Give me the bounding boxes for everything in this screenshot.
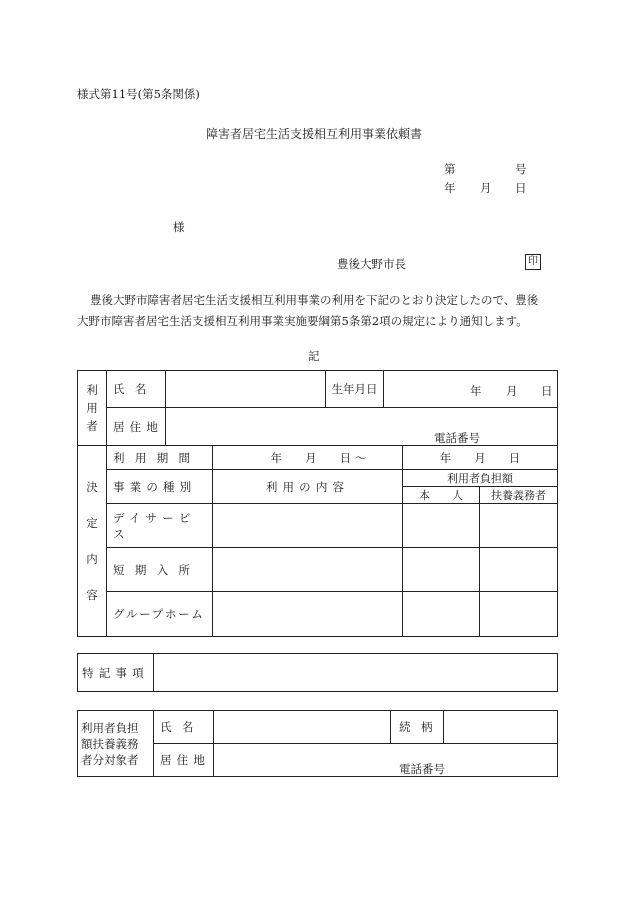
address-field[interactable]	[166, 408, 558, 446]
name-label: 氏名	[107, 371, 166, 408]
supporter-table	[77, 710, 558, 777]
supporter-name-field[interactable]	[214, 711, 391, 744]
short-stay-self[interactable]	[403, 548, 480, 592]
special-field[interactable]	[154, 654, 558, 692]
self-label: 本 人	[403, 487, 480, 504]
doc-no-prefix: 第	[444, 162, 456, 176]
special-label: 特記事項	[78, 654, 154, 692]
day-service-self[interactable]	[403, 504, 480, 548]
supporter-section-label: 利用者負担 額扶養義務 者分対象者	[78, 711, 154, 777]
supporter-label: 扶養義務者	[480, 487, 558, 504]
row-label-short-stay: 短期入所	[107, 548, 213, 592]
name-field[interactable]	[166, 371, 326, 408]
supporter-address-label: 居住地	[154, 744, 214, 777]
period-from[interactable]: 年 月 日 ～	[213, 446, 403, 470]
group-home-content[interactable]	[213, 592, 403, 637]
birth-year-unit: 年	[470, 384, 482, 398]
supporter-address-field[interactable]	[214, 744, 558, 777]
group-home-self[interactable]	[403, 592, 480, 637]
birth-day-unit: 日	[541, 384, 553, 398]
issuer: 豊後大野市長	[337, 257, 406, 271]
date-year: 年	[444, 181, 456, 195]
day-service-supporter[interactable]	[480, 504, 558, 548]
special-table	[77, 653, 558, 692]
type-label: 事業の種別	[107, 470, 213, 504]
day-service-content[interactable]	[213, 504, 403, 548]
short-stay-content[interactable]	[213, 548, 403, 592]
date-month: 月	[480, 181, 492, 195]
user-section-label: 利 用 者	[78, 371, 107, 446]
burden-label: 利用者負担額	[403, 470, 558, 487]
seal-icon: 印	[525, 254, 541, 270]
address-label: 居住地	[107, 408, 166, 446]
group-home-supporter[interactable]	[480, 592, 558, 637]
short-stay-supporter[interactable]	[480, 548, 558, 592]
addressee-suffix: 様	[173, 220, 185, 234]
supporter-name-label: 氏名	[154, 711, 214, 744]
page-title: 障害者居宅生活支援相互利用事業依頼書	[206, 127, 423, 141]
ki-label: 記	[308, 349, 320, 363]
decision-table	[77, 445, 558, 637]
doc-no-suffix: 号	[515, 162, 527, 176]
content-label: 利用の内容	[213, 470, 403, 504]
body-line-1: 豊後大野市障害者居宅生活支援相互利用事業の利用を下記のとおり決定したので、豊後	[90, 293, 539, 307]
birth-field[interactable]	[384, 371, 558, 408]
user-table	[77, 370, 558, 446]
relation-label: 続柄	[391, 711, 444, 744]
row-label-group-home: グループホーム	[107, 592, 213, 637]
body-line-2: 大野市障害者居宅生活支援相互利用事業実施要綱第5条第2項の規定により通知します。	[77, 314, 528, 328]
period-label: 利用期間	[107, 446, 213, 470]
relation-field[interactable]	[444, 711, 558, 744]
supporter-phone-label: 電話番号	[399, 762, 445, 776]
birth-month-unit: 月	[506, 384, 518, 398]
row-label-day-service: デイサービス	[107, 504, 213, 548]
birth-label: 生年月日	[326, 371, 384, 408]
phone-label: 電話番号	[434, 431, 480, 445]
period-to[interactable]: 年 月 日	[403, 446, 558, 470]
form-number: 様式第11号(第5条関係)	[77, 87, 200, 101]
date-day: 日	[515, 181, 527, 195]
decision-section-label: 決 定 内 容	[78, 446, 107, 637]
